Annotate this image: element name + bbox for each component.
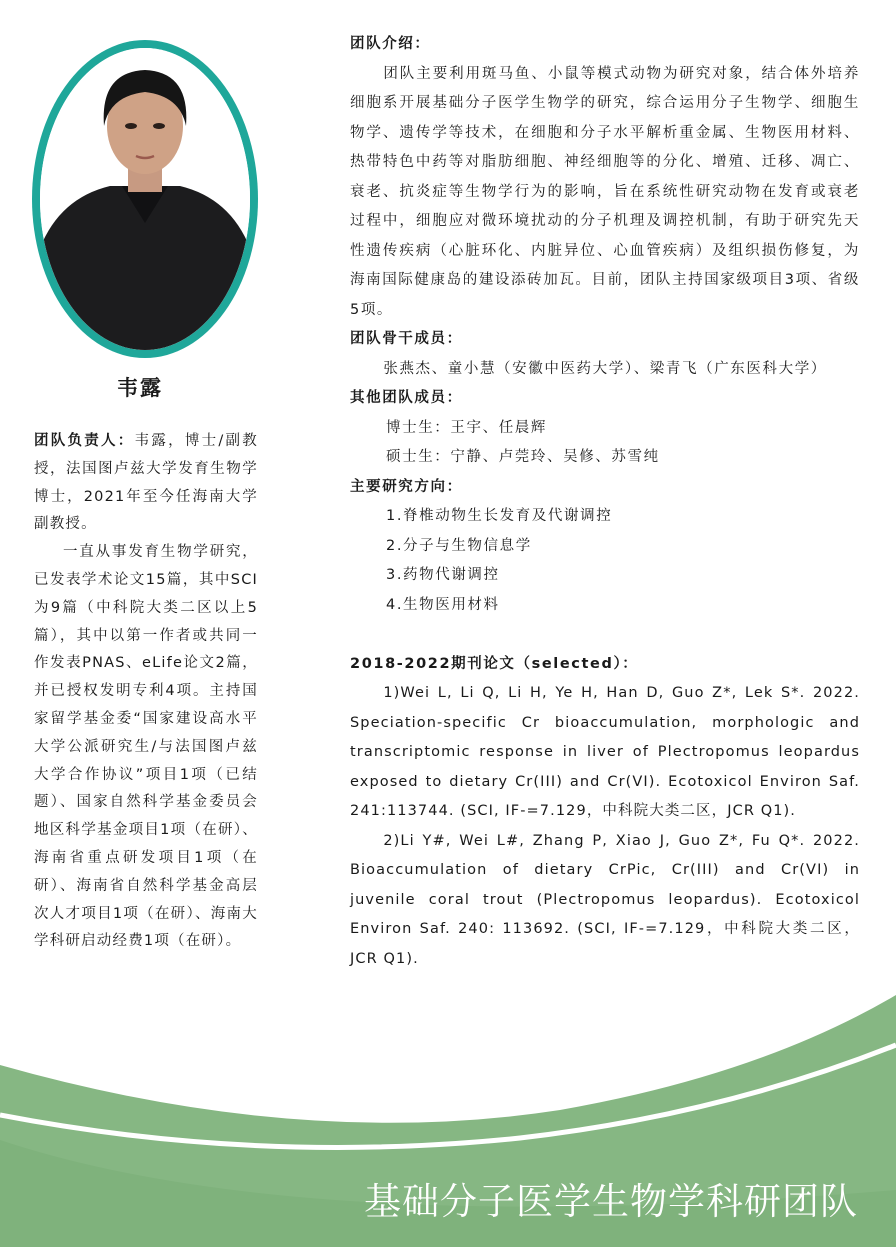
paper-entry: 2)Li Y#, Wei L#, Zhang P, Xiao J, Guo Z*, Fu Q*. 2022. Bioaccumulation of dietary CrPic, Cr(III) and Cr(VI) in juvenile coral trout (Plectropomus leopardus). Ecotoxicol Environ Saf. 240: 113692. (SCI, IF-=7.129，中科院大类二区，JCR Q1). — [350, 832, 860, 967]
leader-bio-head-text: 韦露，博士/副教授，法国图卢兹大学发育生物学博士，2021年至今任海南大学副教授。 — [34, 433, 258, 533]
core-members-heading: 团队骨干成员： — [350, 331, 463, 347]
research-item: 3.药物代谢调控 — [386, 567, 500, 583]
master-students: 硕士生：宁静、卢莞玲、吴修、苏雪纯 — [386, 449, 660, 465]
core-members-text: 张燕杰、童小慧（安徽中医药大学）、梁青飞（广东医科大学） — [383, 360, 827, 377]
leader-label: 团队负责人： — [34, 433, 135, 449]
leader-photo — [40, 48, 250, 350]
intro-heading: 团队介绍： — [350, 36, 431, 52]
research-heading: 主要研究方向： — [350, 478, 463, 495]
leader-bio-head — [34, 428, 258, 539]
other-members-heading: 其他团队成员： — [350, 390, 463, 406]
leader-name: 韦露 — [117, 376, 163, 400]
papers-heading: 2018-2022期刊论文（selected）： — [350, 655, 639, 672]
team-title: 基础分子医学生物学科研团队 — [364, 1180, 858, 1223]
research-item: 1.脊椎动物生长发育及代谢调控 — [386, 508, 613, 524]
leader-bio-body: 一直从事发育生物学研究，已发表学术论文15篇，其中SCI为9篇（中科院大类二区以上5篇），其中以第一作者或共同一作发表PNAS、eLife论文2篇，并已授权发明专利4项。主持国家留学基金委“国家建设高水平大学公派研究生/与法国图卢兹大学合作协议”项目1项（已结题）、国家自然科学基金委员会地区科学基金项目1项（在研）、海南省重点研发项目1项（在研）、海南省自然科学基金高层次人才项目1项（在研）、海南大学科研启动经费1项（在研）。 — [34, 544, 258, 950]
intro-text: 团队主要利用斑马鱼、小鼠等模式动物为研究对象，结合体外培养细胞系开展基础分子医学生物学的研究，综合运用分子生物学、细胞生物学、遗传学等技术，在细胞和分子水平解析重金属、生物医用材料、热带特色中药等对脂肪细胞、神经细胞等的分化、增殖、迁移、凋亡、衰老、抗炎症等生物学行为的影响，旨在系统性研究动物在发育或衰老过程中，细胞应对微环境扰动的分子机理及调控机制，有助于研究先天性遗传疾病（心脏环化、内脏异位、心血管疾病）及组织损伤修复，为海南国际健康岛的建设添砖加瓦。目前，团队主持国家级项目3项、省级5项。 — [350, 65, 860, 318]
research-item: 2.分子与生物信息学 — [386, 537, 532, 554]
team-details — [350, 30, 860, 974]
paper-entry: 1)Wei L, Li Q, Li H, Ye H, Han D, Guo Z*, Lek S*. 2022. Speciation-specific Cr bioaccumulation, morphologic and transcriptomic response in liver of Plectropomus leopardus exposed to dietary Cr(III) and Cr(VI). Ecotoxicol Environ Saf. 241:113744. (SCI, IF-=7.129，中科院大类二区，JCR Q1). — [350, 685, 860, 819]
phd-students: 博士生：王宇、任晨辉 — [386, 419, 547, 436]
research-item: 4.生物医用材料 — [386, 596, 500, 613]
leader-bio — [34, 428, 258, 956]
